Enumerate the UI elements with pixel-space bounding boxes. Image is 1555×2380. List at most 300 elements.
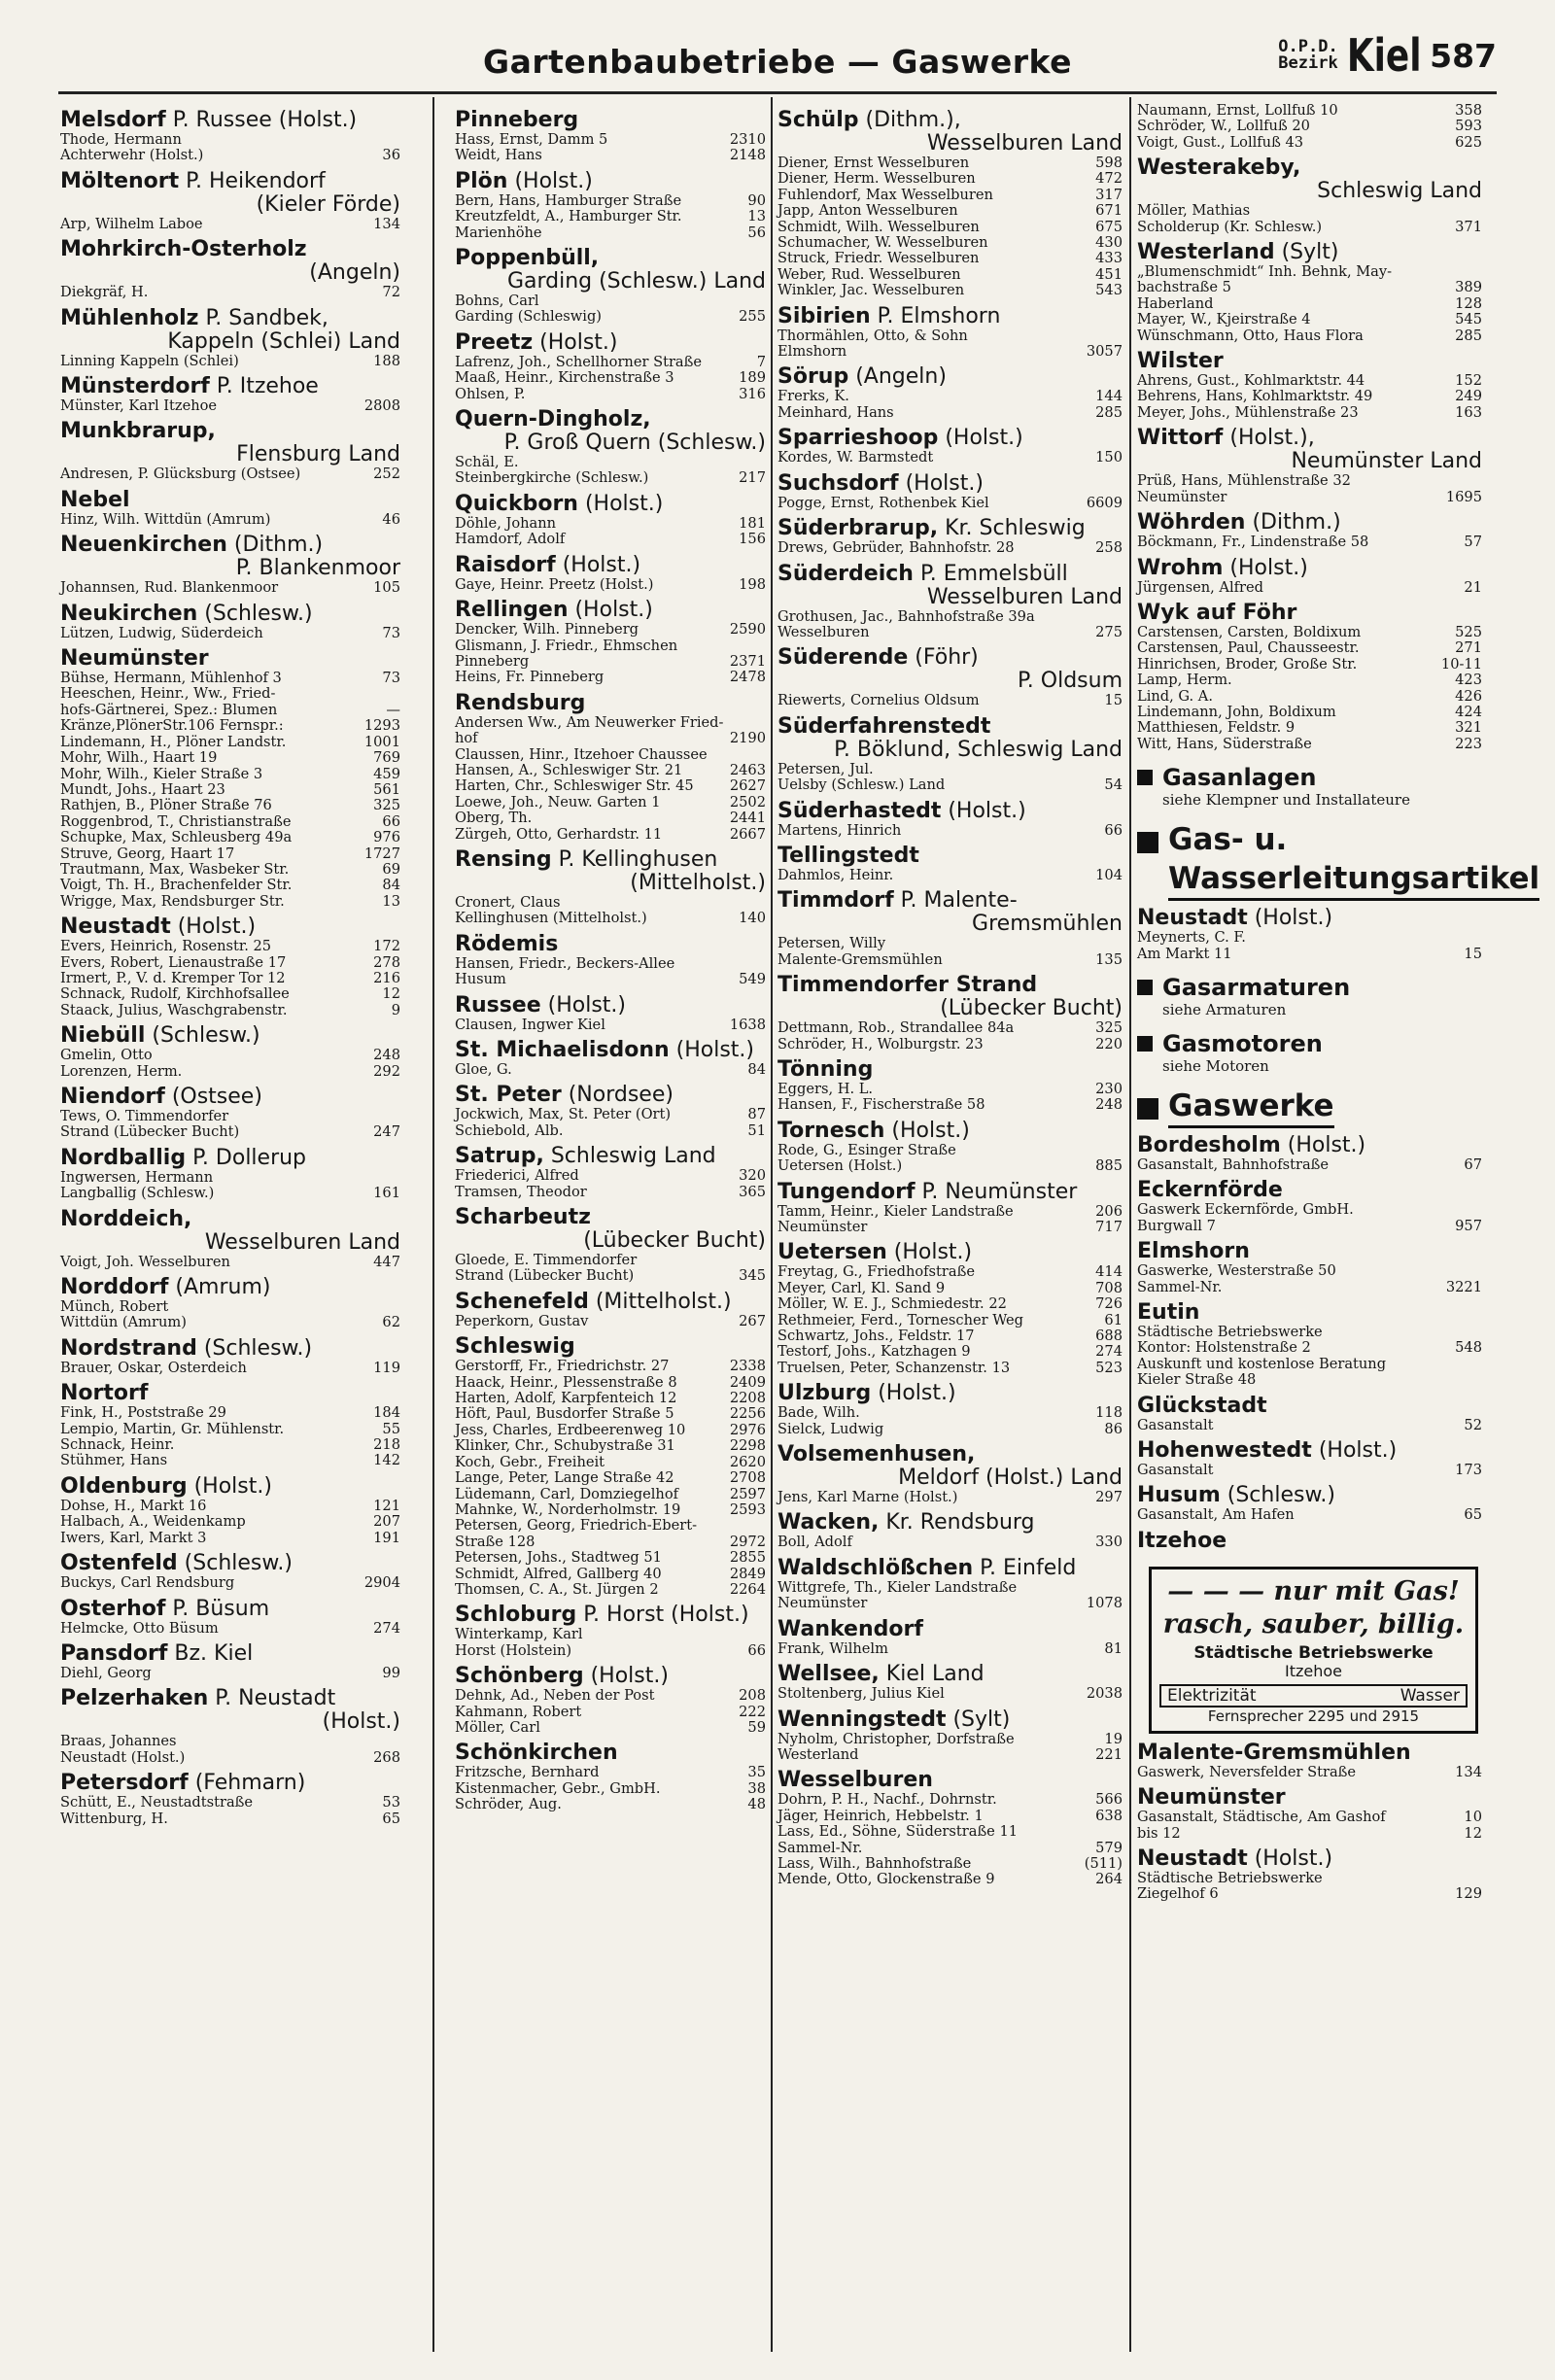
listing-entry [60,1405,400,1421]
listing-name: Rode, G., Esinger Straße [778,1141,956,1158]
phone-number: 119 [373,1359,400,1376]
see-reference: siehe Klempner und Installateure [1162,791,1410,810]
listing-entry [455,1314,766,1329]
section-gaswerke [1137,1087,1482,1553]
listing-entry [455,1643,766,1659]
place-heading [60,489,400,512]
listing-entry [778,1792,1123,1808]
phone-number: 447 [373,1253,400,1270]
place-name: Schenefeld [455,1289,589,1314]
phone-number: 708 [1095,1279,1123,1296]
listing-name: bachstraße 5 [1137,279,1231,296]
listing-entry [1137,1418,1482,1433]
place-block [1137,557,1482,596]
place-name: Wesselburen [778,1768,933,1793]
listing-name: Kontor: Holstenstraße 2 [1137,1339,1311,1357]
listing-name: Meynerts, C. F. [1137,929,1246,947]
phone-number: 365 [739,1183,766,1200]
phone-number: 2038 [1086,1685,1123,1703]
listing-name: Haack, Heinr., Plessenstraße 8 [455,1373,677,1391]
listing-name: Evers, Robert, Lienaustraße 17 [60,953,287,971]
listing-entry [778,328,1123,344]
place-subtitle: (Lübecker Bucht) [940,996,1123,1021]
listing-entry [455,1438,766,1454]
phone-number: 2256 [729,1405,766,1423]
post-office: (Schlesw.) [177,1551,293,1576]
post-office: (Holst.) [555,552,641,577]
place-heading [455,692,766,715]
place-name: Neustadt [60,914,171,940]
place-heading [778,305,1123,328]
phone-number: 414 [1095,1263,1123,1281]
phone-number: 248 [1095,1096,1123,1114]
listing-entry [60,1186,400,1201]
listing-entry [1137,1765,1482,1780]
post-office: (Holst.) [540,992,626,1018]
listing-entry [455,1391,766,1406]
place-heading [60,170,400,193]
listing-name: Dohrn, P. H., Nachf., Dohrnstr. [778,1791,997,1809]
phone-number: 62 [382,1314,400,1331]
listing-entry [60,671,400,686]
place-block [60,1642,400,1681]
place-name: Elmshorn [1137,1239,1250,1264]
phone-number: 2441 [729,810,766,827]
phone-number: 198 [739,575,766,593]
listing-entry [60,894,400,910]
listing-name: Truelsen, Peter, Schanzenstr. 13 [778,1359,1011,1376]
listing-name: Hinrichsen, Broder, Große Str. [1137,655,1358,673]
phone-number: 181 [739,514,766,532]
listing-entry [1137,473,1482,489]
listing-entry [1137,1507,1482,1523]
place-heading [778,1557,1123,1580]
phone-number: 1727 [363,845,400,862]
listing-entry [60,1811,400,1827]
listing-name: Städtische Betriebswerke [1137,1870,1323,1887]
phone-number: 207 [373,1513,400,1531]
place-subtitle: Schleswig Land [1317,179,1482,204]
post-office: (Schlesw.) [145,1023,260,1049]
listing-name: Nyholm, Christopher, Dorfstraße [778,1730,1015,1747]
place-heading [455,1604,766,1627]
place-name: Uetersen [778,1240,887,1265]
listing-name: Garding (Schleswig) [455,308,602,326]
listing-name: Meyer, Carl, Kl. Sand 9 [778,1279,946,1296]
place-name: Neumünster [60,646,209,672]
place-heading [778,1120,1123,1143]
listing-name: Schmidt, Alfred, Gallberg 40 [455,1565,662,1582]
listing-entry [455,1062,766,1078]
place-heading [60,375,400,398]
place-name: Quickborn [455,491,578,516]
phone-number: 2463 [729,761,766,778]
place-heading [778,1181,1123,1204]
phone-number: 161 [373,1185,400,1202]
listing-entry [778,1405,1123,1421]
phone-number: 19 [1104,1730,1123,1747]
listing-name: Dencker, Wilh. Pinneberg [455,621,639,638]
place-heading [60,1024,400,1048]
listing-name: Steinbergkirche (Schlesw.) [455,469,649,487]
listing-name: Hansen, Friedr., Beckers-Allee [455,954,675,972]
place-heading [1137,1439,1482,1463]
phone-number: 1638 [729,1016,766,1033]
listing-entry [60,1422,400,1437]
header-right [1278,29,1497,82]
place-heading [60,1642,400,1666]
phone-number: 55 [382,1420,400,1437]
listing-name: Dohse, H., Markt 16 [60,1497,207,1514]
listing-name: Schnack, Rudolf, Kirchhofsallee [60,985,290,1003]
phone-number: 976 [373,829,400,846]
phone-number: 12 [1464,1824,1482,1842]
place-heading [1137,1742,1482,1765]
place-name: Neustadt [1137,906,1248,931]
listing-entry [778,1490,1123,1505]
place-heading [455,554,766,577]
listing-name: Matthiesen, Feldstr. 9 [1137,719,1296,737]
phone-number: 717 [1095,1219,1123,1235]
place-name: Timmendorfer Strand [778,973,1038,998]
phone-number: 144 [1095,388,1123,405]
listing-name: Straße 128 [455,1533,536,1550]
listing-entry [60,703,400,718]
post-office: P. Heikendorf [179,168,326,193]
place-block [60,1552,400,1591]
listing-name: Grothusen, Jac., Bahnhofstraße 39a [778,607,1035,625]
listing-name: Marienhöhe [455,224,542,241]
page-header [58,29,1497,89]
place-block [60,1687,400,1766]
listing-name: Jäger, Heinrich, Hebbelstr. 1 [778,1807,984,1824]
listing-entry [455,972,766,987]
column-divider [432,97,434,2352]
listing-entry [60,735,400,750]
phone-number: 430 [1095,234,1123,252]
listing-entry [1137,1463,1482,1478]
place-block [60,603,400,641]
listing-entry [455,895,766,911]
place-name: Wyk auf Föhr [1137,600,1297,625]
listing-entry [455,1123,766,1139]
place-block [455,1291,766,1329]
place-block [455,1665,766,1736]
listing-name: Kränze,PlönerStr.106 Fernspr.: [60,717,284,735]
place-heading [1137,1530,1482,1553]
listing-name: Cronert, Claus [455,893,561,911]
place-name: Schönkirchen [455,1741,618,1766]
place-name: Nortorf [60,1381,149,1406]
listing-entry [60,1315,400,1330]
listing-name: Gloe, G. [455,1061,512,1078]
listing-entry [455,532,766,547]
square-bullet-icon [1137,770,1153,785]
phone-number: 638 [1095,1807,1123,1824]
post-office: (Holst.) [507,168,593,193]
place-name: Wilster [1137,349,1224,374]
place-heading [455,848,766,872]
place-subtitle: P. Oldsum [1017,669,1123,694]
listing-entry [455,387,766,402]
section-title: Gasarmaturen [1162,973,1351,1001]
place-heading [1137,511,1482,535]
ad-services: Elektrizität Wasser [1159,1684,1468,1707]
place-block [778,715,1123,794]
listing-name: Gaye, Heinr. Preetz (Holst.) [455,575,654,593]
place-name: Wellsee, [778,1662,880,1687]
phone-number: 222 [739,1703,766,1720]
post-office: P. Itzehoe [209,374,319,399]
listing-name: Schiebold, Alb. [455,1121,564,1139]
post-office: (Mittelholst.) [588,1289,732,1314]
listing-name: Burgwall 7 [1137,1217,1216,1234]
place-name: Wittorf [1137,426,1224,451]
phone-number: 66 [747,1641,766,1659]
listing-entry [778,693,1123,708]
listing-name: Carstensen, Paul, Chausseestr. [1137,639,1360,657]
post-office: (Holst.) [669,1038,755,1062]
phone-number: 156 [739,531,766,548]
place-block [455,408,766,487]
place-block [60,375,400,414]
listing-entry [455,1253,766,1268]
phone-number: 87 [747,1106,766,1123]
phone-number: 2597 [729,1485,766,1502]
phone-number: 525 [1455,623,1482,640]
place-heading [778,1769,1123,1792]
listing-entry [778,344,1123,360]
listing-entry [778,171,1123,187]
listing-name: Evers, Heinrich, Rosenstr. 25 [60,938,272,955]
place-heading [1137,1786,1482,1810]
column-divider [771,97,773,2352]
phone-number: 459 [373,765,400,782]
place-name: Süderhastedt [778,798,942,823]
listing-name: Bade, Wilh. [778,1404,860,1422]
phone-number: 2855 [729,1549,766,1567]
listing-name: Voigt, Gust., Lollfuß 43 [1137,133,1304,151]
listing-name: Höft, Paul, Busdorfer Straße 5 [455,1405,674,1423]
place-heading [60,534,400,557]
place-block [455,692,766,843]
listing-entry [778,235,1123,251]
listing-entry [778,496,1123,511]
place-subtitle: Kappeln (Schlei) Land [167,328,400,354]
place-block [60,1086,400,1141]
listing-entry [1137,220,1482,235]
listing-name: Diener, Ernst Wesselburen [778,155,970,171]
place-block [778,1443,1123,1505]
phone-number: 566 [1095,1791,1123,1809]
listing-entry [60,512,400,528]
phone-number: 51 [747,1121,766,1139]
place-block [778,305,1123,361]
listing-entry [778,155,1123,171]
place-block [60,647,400,910]
listing-entry [60,1437,400,1453]
listing-name: Pogge, Ernst, Rothenbek Kiel [778,494,989,511]
phone-number: 2593 [729,1500,766,1518]
place-block [1137,1847,1482,1903]
listing-name: Irmert, P., V. d. Kremper Tor 12 [60,969,286,986]
listing-name: Neumünster [778,1595,868,1612]
listing-name: Boll, Adolf [778,1534,852,1551]
phone-number: 285 [1095,403,1123,421]
post-office: Kr. Rendsburg [879,1510,1035,1535]
listing-name: Uelsby (Schlesw.) Land [778,776,946,794]
listing-entry [1137,119,1482,134]
phone-number: 2590 [729,621,766,638]
phone-number: 2502 [729,793,766,811]
listing-entry [1137,1263,1482,1279]
place-heading [778,1241,1123,1264]
listing-entry [778,868,1123,883]
place-subtitle: Wesselburen Land [926,584,1123,609]
listing-name: Jens, Karl Marne (Holst.) [778,1489,958,1506]
place-heading [1137,1240,1482,1263]
phone-number: 135 [1095,950,1123,968]
place-name: Niebüll [60,1023,146,1049]
listing-name: Struve, Georg, Haart 17 [60,845,235,862]
listing-name: Schnack, Heinr. [60,1436,175,1454]
place-name: Hohenwestedt [1137,1438,1312,1464]
listing-entry [455,1455,766,1470]
listing-entry [1137,328,1482,344]
advertisement-box [1149,1567,1478,1734]
post-office: (Holst.) [1280,1132,1366,1157]
phone-number: 688 [1095,1328,1123,1345]
phone-number: 208 [739,1687,766,1705]
listing-entry [455,1535,766,1550]
place-name: Satrup, [455,1144,544,1169]
phone-number: 274 [373,1619,400,1637]
phone-number: 38 [747,1779,766,1797]
place-heading [455,1335,766,1359]
phone-number: 549 [739,971,766,988]
listing-entry [1137,1372,1482,1388]
place-heading [1137,1179,1482,1202]
post-office: Schleswig Land [543,1144,716,1169]
listing-entry [455,795,766,811]
listing-entry [60,986,400,1002]
phone-number: 7 [756,353,766,370]
place-name: Husum [1137,1483,1221,1508]
place-block [455,493,766,548]
place-name: Petersdorf [60,1771,189,1796]
listing-entry [455,811,766,826]
place-heading [1137,427,1482,450]
listing-entry [1137,1219,1482,1234]
listing-entry [60,354,400,369]
place-name: Westerland [1137,240,1275,265]
phone-number: 9 [391,1001,400,1018]
place-heading [778,1382,1123,1405]
phone-number: 579 [1095,1839,1123,1856]
listing-name: Sammel-Nr. [778,1839,863,1856]
listing-name: Tews, O. Timmendorfer [60,1108,229,1124]
phone-number: 278 [373,953,400,971]
phone-number: 163 [1455,403,1482,421]
place-heading [778,109,1123,132]
listing-entry [60,1003,400,1018]
place-heading [1137,241,1482,264]
listing-entry [1137,1325,1482,1340]
listing-name: Gaswerk, Neversfelder Straße [1137,1763,1357,1780]
listing-name: Frank, Wilhelm [778,1639,888,1657]
listing-name: Stoltenberg, Julius Kiel [778,1685,945,1703]
place-block [778,845,1123,883]
phone-number: 2409 [729,1373,766,1391]
district-label: O.P.D. Bezirk [1278,37,1338,73]
listing-entry [60,814,400,830]
phone-number: 188 [373,352,400,369]
phone-number: 275 [1095,623,1123,640]
section-title: Gaswerke [1168,1087,1334,1128]
phone-number: 957 [1455,1217,1482,1234]
listing-name: Kahmann, Robert [455,1703,582,1720]
phone-number: 13 [747,208,766,225]
listing-entry [778,283,1123,298]
listing-name: Friederici, Alfred [455,1167,579,1185]
place-block [1137,350,1482,421]
listing-entry [1137,737,1482,752]
listing-entry [455,1567,766,1582]
listing-name: Iwers, Karl, Markt 3 [60,1529,207,1546]
phone-number: 1001 [363,733,400,750]
listing-entry [455,778,766,794]
section-gasarmaturen [1137,974,1482,1018]
listing-name: Weber, Rud. Wesselburen [778,265,961,283]
place-heading [455,1039,766,1062]
listing-name: Horst (Holstein) [455,1641,572,1659]
place-heading [60,1772,400,1795]
post-office: (Holst.) [1247,906,1333,931]
listing-name: Gaswerke, Westerstraße 50 [1137,1262,1336,1280]
place-name: Norddeich, [60,1206,192,1231]
phone-number: 267 [739,1312,766,1329]
listing-name: Wünschmann, Otto, Haus Flora [1137,327,1364,344]
place-heading [455,599,766,622]
listing-name: Kreutzfeldt, A., Hamburger Str. [455,208,682,225]
listing-name: Rathjen, B., Plöner Straße 76 [60,797,272,814]
listing-name: Andersen Ww., Am Neuwerker Fried- [455,713,724,731]
listing-entry [778,1641,1123,1657]
listing-name: Diehl, Georg [60,1664,152,1681]
place-block [1137,1742,1482,1780]
listing-name: Petersen, Johs., Stadtweg 51 [455,1549,662,1567]
place-heading [60,1337,400,1361]
listing-name: Testorf, Johs., Katzhagen 9 [778,1343,971,1361]
place-heading [455,170,766,193]
listing-entry [778,936,1123,951]
listing-entry [60,767,400,782]
place-name: Sörup [778,364,849,390]
phone-number: 1695 [1445,488,1482,505]
listing-name: Diener, Herm. Wesselburen [778,170,976,188]
listing-name: Kellinghusen (Mittelholst.) [455,910,647,927]
listing-entry [455,1627,766,1642]
listing-entry [60,466,400,482]
place-heading [778,1663,1123,1686]
place-block [60,915,400,1018]
listing-entry [455,1688,766,1704]
place-heading [60,1382,400,1405]
listing-entry [60,955,400,971]
place-name: Russee [455,992,541,1018]
post-office: (Holst.) [533,329,618,355]
phone-number: 2338 [729,1358,766,1375]
